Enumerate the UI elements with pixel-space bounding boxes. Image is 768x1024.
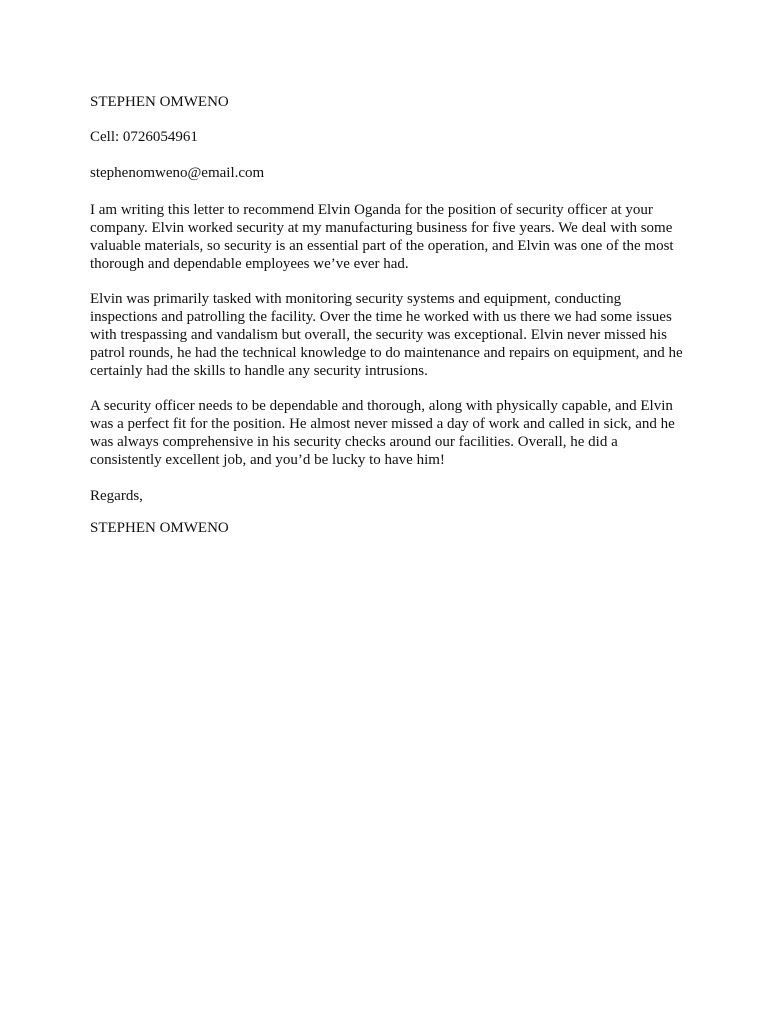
signature-name: STEPHEN OMWENO — [90, 520, 229, 536]
sender-name: STEPHEN OMWENO — [90, 94, 229, 110]
body-paragraph-2: Elvin was primarily tasked with monitoring security systems and equipment, conducting inspections and patrolling the facility. Over the time he worked with us there we had some issues with trespassing and vandalism but overall, the security was exceptional. Elvin never missed his patrol rounds, he had the technical knowledge to do maintenance and repairs on equipment, and he certainly had the skills to handle any security intrusions. — [90, 291, 683, 379]
closing: Regards, — [90, 488, 143, 504]
body-paragraph-3: A security officer needs to be dependable and thorough, along with physically capable, and Elvin was a perfect fit for the position. He almost never missed a day of work and called in sick, and he was always comprehensive in his security checks around our facilities. Overall, he did a consistently excellent job, and you’d be lucky to have him! — [90, 398, 675, 468]
letter-page — [90, 93, 690, 537]
body-paragraph-1: I am writing this letter to recommend Elvin Oganda for the position of security officer at your company. Elvin worked security at my manufacturing business for five years. We deal with some valuable materials, so security is an essential part of the operation, and Elvin was one of the most thorough and dependable employees we’ve ever had. — [90, 202, 674, 272]
sender-email: stephenomweno@email.com — [90, 165, 265, 181]
sender-cell: Cell: 0726054961 — [90, 129, 198, 145]
